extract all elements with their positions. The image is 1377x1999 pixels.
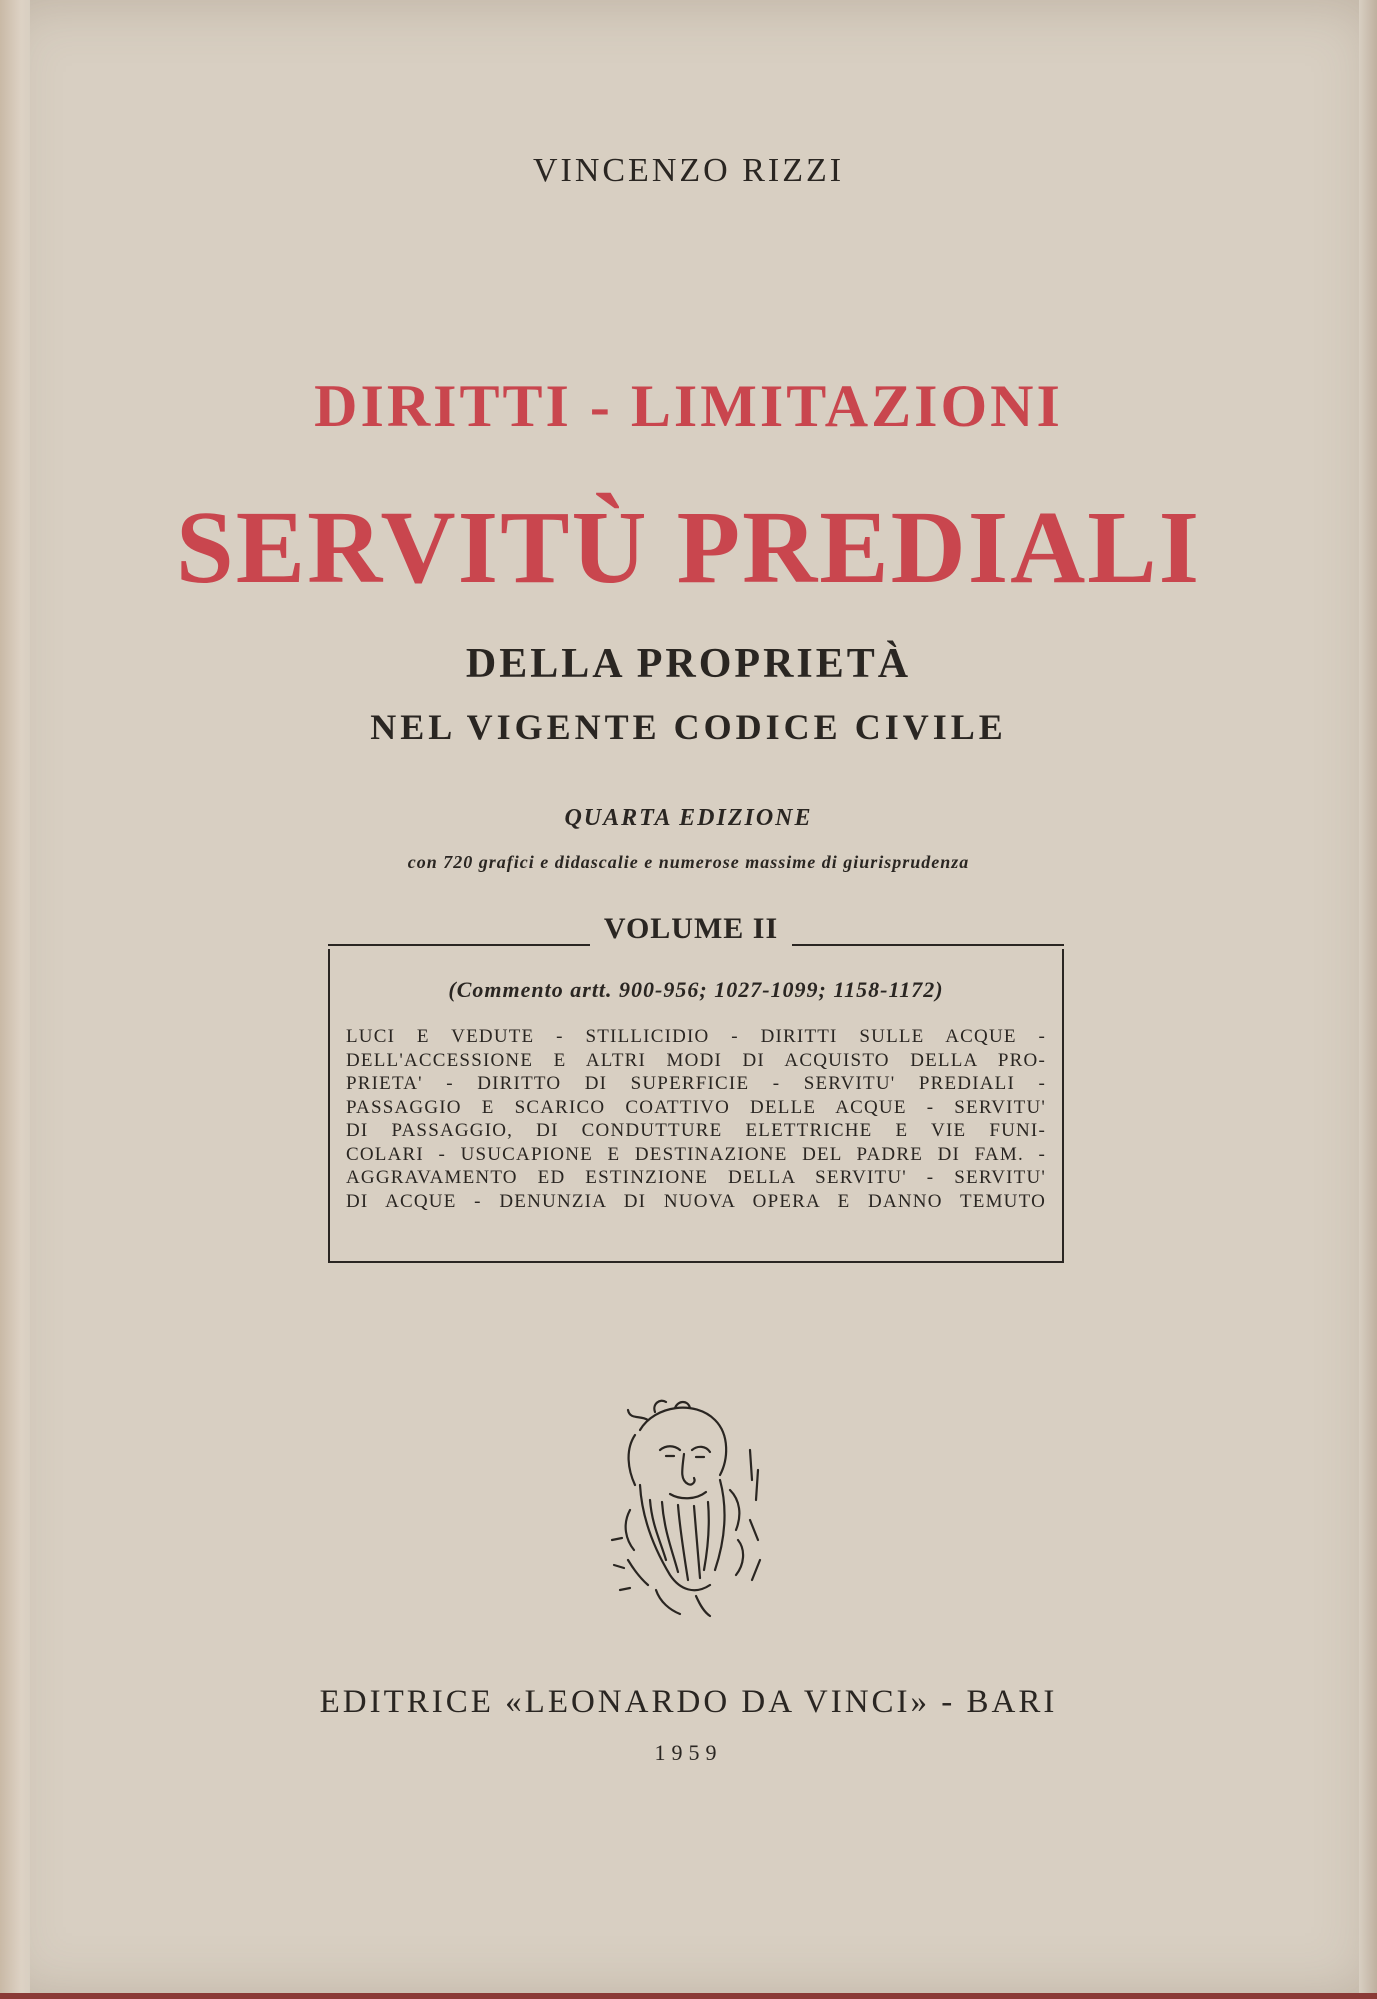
commentary-articles: (Commento artt. 900-956; 1027-1099; 1158-1172)	[448, 977, 944, 1002]
contents-line: PRIETA' - DIRITTO DI SUPERFICIE - SERVITU' PREDIALI -	[346, 1073, 1046, 1094]
contents-line: DELL'ACCESSIONE E ALTRI MODI DI ACQUISTO DELLA PRO-	[346, 1049, 1046, 1071]
author-name: VINCENZO RIZZI	[532, 152, 845, 189]
publication-year: 1959	[654, 1740, 723, 1765]
cover-bottom-binding	[0, 1993, 1377, 1999]
contents-line: COLARI - USUCAPIONE E DESTINAZIONE DEL PADRE DI FAM. -	[346, 1143, 1046, 1165]
contents-line: LUCI E VEDUTE - STILLICIDIO - DIRITTI SULLE ACQUE -	[346, 1026, 1046, 1047]
contents-line: AGGRAVAMENTO ED ESTINZIONE DELLA SERVITU' - SERVITU'	[346, 1167, 1046, 1188]
title-upper-line: DIRITTI - LIMITAZIONI	[314, 373, 1063, 439]
edition-label: QUARTA EDIZIONE	[564, 805, 813, 831]
contents-line: DI PASSAGGIO, DI CONDUTTURE ELETTRICHE E VIE FUNI-	[346, 1120, 1046, 1141]
contents-list	[346, 1025, 1046, 1213]
contents-line: DI ACQUE - DENUNZIA DI NUOVA OPERA E DANNO TEMUTO	[346, 1190, 1046, 1212]
volume-rule-left	[328, 944, 590, 946]
contents-box	[328, 949, 1064, 1263]
publisher-line: EDITRICE «LEONARDO DA VINCI» - BARI	[319, 1684, 1058, 1720]
volume-label: VOLUME II	[603, 912, 779, 945]
edition-note: con 720 grafici e didascalie e numerose massime di giurisprudenza	[407, 852, 970, 872]
contents-line: PASSAGGIO E SCARICO COATTIVO DELLE ACQUE - SERVITU'	[346, 1096, 1046, 1118]
volume-rule-right	[792, 944, 1064, 946]
leonardo-portrait-sketch-icon	[600, 1390, 780, 1620]
title-line-codice: NEL VIGENTE CODICE CIVILE	[370, 707, 1007, 747]
title-line-proprieta: DELLA PROPRIETÀ	[465, 641, 912, 687]
main-title: SERVITÙ PREDIALI	[175, 490, 1202, 605]
